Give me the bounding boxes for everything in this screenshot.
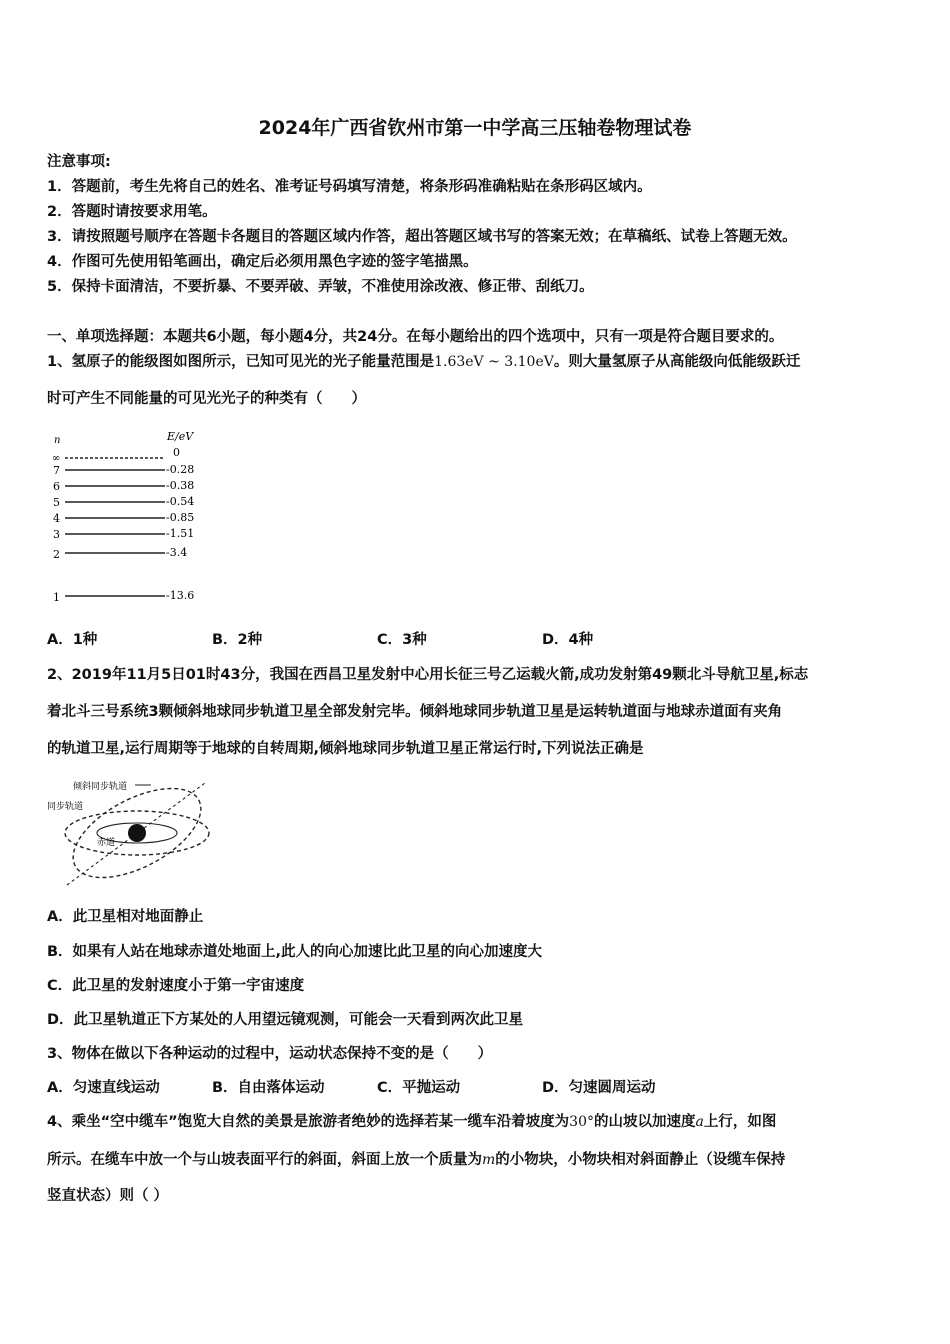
q1-option-a[interactable]: A．1种	[47, 632, 98, 648]
svg-text:0: 0	[173, 446, 180, 459]
q1-stem-line2: 时可产生不同能量的可见光光子的种类有（ ）	[47, 391, 366, 407]
q1-option-b[interactable]: B．2种	[212, 632, 263, 648]
q4-stem-line1	[47, 1112, 776, 1132]
svg-text:6: 6	[53, 480, 60, 493]
q4-accel-symbol: a	[695, 1114, 704, 1130]
level-infinity	[52, 446, 180, 464]
q1-text-pre: 1、氢原子的能级图如图所示，已知可见光的光子能量范围是	[47, 354, 435, 370]
level-5	[53, 495, 194, 509]
q4-stem-line3: 竖直状态）则（ ）	[47, 1188, 169, 1204]
q4-text: 所示。在缆车中放一个与山坡表面平行的斜面，斜面上放一个质量为	[47, 1152, 482, 1168]
q3-option-c[interactable]: C．平抛运动	[377, 1080, 461, 1096]
inclined-orbit-label: 倾斜同步轨道	[73, 782, 128, 792]
q3-option-b[interactable]: B．自由落体运动	[212, 1080, 325, 1096]
svg-text:-0.28: -0.28	[166, 463, 195, 476]
equator-label: 赤道	[97, 838, 116, 848]
q3-stem: 3、物体在做以下各种运动的过程中，运动状态保持不变的是（ ）	[47, 1046, 493, 1062]
svg-text:4: 4	[53, 512, 60, 525]
energy-axis-label: E/eV	[167, 430, 194, 443]
level-4	[53, 511, 194, 525]
q3-option-d[interactable]: D．匀速圆周运动	[542, 1080, 656, 1096]
page-title: 2024年广西省钦州市第一中学高三压轴卷物理试卷	[258, 117, 692, 139]
q1-stem-line1	[47, 352, 800, 372]
svg-text:-0.38: -0.38	[166, 479, 195, 492]
svg-text:3: 3	[53, 528, 60, 541]
q1-option-c[interactable]: C．3种	[377, 632, 427, 648]
level-7	[53, 463, 194, 477]
q4-text: 4、乘坐“空中缆车”饱览大自然的美景是旅游者绝妙的选择若某一缆车沿着坡度为	[47, 1114, 570, 1130]
level-3	[53, 527, 194, 541]
q2-option-c[interactable]: C．此卫星的发射速度小于第一宇宙速度	[47, 978, 305, 994]
q2-option-b[interactable]: B．如果有人站在地球赤道处地面上,此人的向心加速比此卫星的向心加速度大	[47, 944, 543, 960]
svg-text:-0.54: -0.54	[166, 495, 195, 508]
q4-angle: 30°	[569, 1114, 594, 1130]
svg-text:-3.4: -3.4	[166, 546, 188, 559]
notice-item: 2．答题时请按要求用笔。	[47, 204, 217, 220]
energy-level-diagram	[47, 428, 217, 608]
orbit-diagram	[47, 775, 217, 895]
q2-stem-line1: 2、2019年11月5日01时43分，我国在西昌卫星发射中心用长征三号乙运载火箭,成功发射第49颗北斗导航卫星,标志	[47, 667, 809, 683]
notice-item: 4．作图可先使用铅笔画出，确定后必须用黑色字迹的签字笔描黑。	[47, 254, 478, 270]
level-6	[53, 479, 194, 493]
q3-option-a[interactable]: A．匀速直线运动	[47, 1080, 160, 1096]
notice-item: 1．答题前，考生先将自己的姓名、准考证号码填写清楚，将条形码准确粘贴在条形码区域内。	[47, 179, 652, 195]
q2-stem-line3: 的轨道卫星,运行周期等于地球的自转周期,倾斜地球同步轨道卫星正常运行时,下列说法正确是	[47, 741, 644, 757]
notice-item: 3．请按照题号顺序在答题卡各题目的答题区域内作答，超出答题区域书写的答案无效；在草稿纸、试卷上答题无效。	[47, 229, 797, 245]
earth	[128, 824, 146, 842]
notice-item: 5．保持卡面清洁，不要折暴、不要弄破、弄皱，不准使用涂改液、修正带、刮纸刀。	[47, 279, 594, 295]
notice-heading: 注意事项:	[47, 154, 111, 170]
svg-text:∞: ∞	[52, 453, 61, 464]
q4-text: 的小物块，小物块相对斜面静止（设缆车保持	[495, 1152, 786, 1168]
svg-text:7: 7	[53, 464, 60, 477]
level-2	[53, 546, 187, 561]
q4-text: 的山坡以加速度	[593, 1114, 696, 1130]
sync-orbit-label: 同步轨道	[47, 802, 84, 812]
q2-stem-line2: 着北斗三号系统3颗倾斜地球同步轨道卫星全部发射完毕。倾斜地球同步轨道卫星是运转轨道面与地球赤道面有夹角	[47, 704, 783, 720]
svg-text:2: 2	[53, 548, 60, 561]
q2-option-d[interactable]: D．此卫星轨道正下方某处的人用望远镜观测，可能会一天看到两次此卫星	[47, 1012, 524, 1028]
svg-text:-13.6: -13.6	[166, 589, 195, 602]
svg-text:-0.85: -0.85	[166, 511, 195, 524]
q4-stem-line2	[47, 1150, 785, 1170]
q2-option-a[interactable]: A．此卫星相对地面静止	[47, 909, 204, 925]
svg-text:5: 5	[53, 496, 60, 509]
q1-text-post: 。则大量氢原子从高能级向低能级跃迁	[553, 354, 801, 370]
q1-option-d[interactable]: D．4种	[542, 632, 594, 648]
svg-text:-1.51: -1.51	[166, 527, 195, 540]
section-heading: 一、单项选择题：本题共6小题，每小题4分，共24分。在每小题给出的四个选项中，只有一项是符合题目要求的。	[47, 329, 784, 345]
q4-mass-symbol: m	[482, 1152, 496, 1168]
svg-text:1: 1	[53, 591, 60, 604]
level-1	[53, 589, 194, 604]
n-axis-label: n	[54, 435, 61, 446]
q1-energy-range: 1.63eV ~ 3.10eV	[434, 354, 554, 370]
q4-text: 上行，如图	[703, 1114, 777, 1130]
